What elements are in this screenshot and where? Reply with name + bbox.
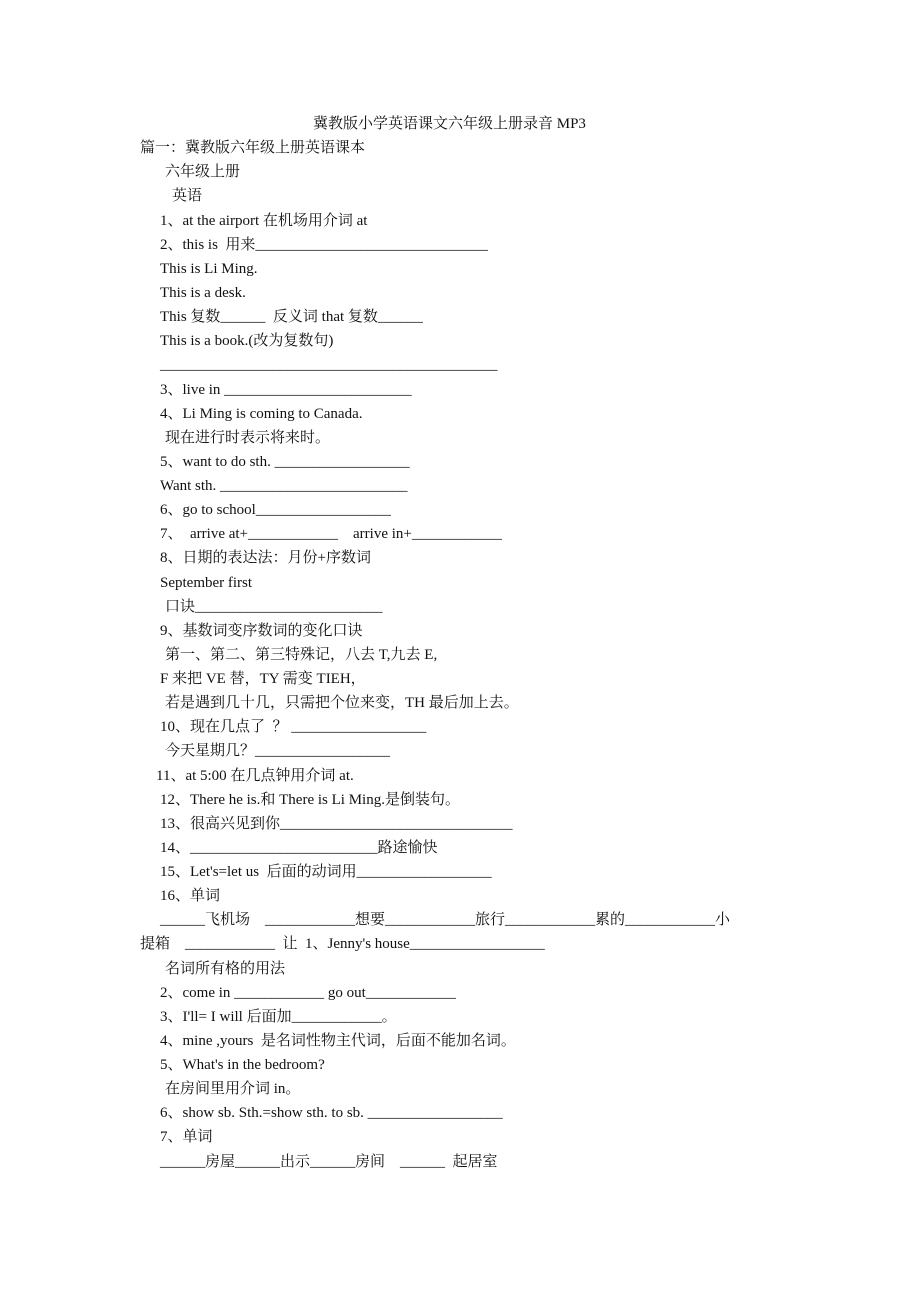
text-line: 口诀_________________________ (165, 599, 383, 615)
text-line: 7、单词 (160, 1129, 213, 1145)
text-line: 4、mine ,yours 是名词性物主代词，后面不能加名词。 (160, 1033, 516, 1049)
text-line: September first (160, 575, 253, 591)
text-line: 2、come in ____________ go out____________ (160, 985, 456, 1001)
text-line: 六年级上册 (165, 164, 241, 180)
text-line: This 复数______ 反义词 that 复数______ (160, 309, 423, 325)
text-line: 篇一：冀教版六年级上册英语课本 (140, 140, 366, 156)
text-line: 12、There he is.和 There is Li Ming.是倒装句。 (160, 792, 460, 808)
text-line: ______飞机场 ____________想要____________旅行____________累的____________小 (160, 912, 731, 928)
text-line: 5、want to do sth. __________________ (160, 454, 410, 470)
text-line: 第一、第二、第三特殊记，八去 T,九去 E, (165, 647, 438, 663)
text-line: 5、What's in the bedroom? (160, 1057, 325, 1073)
text-line: 15、Let's=let us 后面的动词用__________________ (160, 864, 492, 880)
text-line: 14、_________________________路途愉快 (160, 840, 438, 856)
text-line: 英语 (172, 188, 203, 204)
text-line: Want sth. _________________________ (160, 478, 408, 494)
text-line: 若是遇到几十几，只需把个位来变，TH 最后加上去。 (165, 695, 519, 711)
answer-blank-line: _____________________________________________ (160, 357, 498, 373)
text-line: 16、单词 (160, 888, 221, 904)
text-line: 现在进行时表示将来时。 (165, 430, 331, 446)
text-line: 8、日期的表达法：月份+序数词 (160, 550, 371, 566)
text-line: This is a book.(改为复数句) (160, 333, 334, 349)
text-line: 今天星期几？__________________ (165, 743, 391, 759)
text-line: F 来把 VE 替，TY 需变 TIEH， (160, 671, 366, 687)
text-line: 4、Li Ming is coming to Canada. (160, 406, 363, 422)
text-line: This is a desk. (160, 285, 246, 301)
text-line: 3、live in _________________________ (160, 382, 412, 398)
text-line: 10、现在几点了 ？ __________________ (160, 719, 427, 735)
text-line: 3、I'll= I will 后面加____________。 (160, 1009, 397, 1025)
text-line: 名词所有格的用法 (165, 961, 286, 977)
text-line: 提箱 ____________ 让 1、Jenny's house__________________ (140, 936, 545, 952)
text-line: 在房间里用介词 in。 (165, 1081, 301, 1097)
text-line: 13、很高兴见到你_______________________________ (160, 816, 513, 832)
text-line: ______房屋______出示______房间 ______ 起居室 (160, 1154, 498, 1170)
text-line: 9、基数词变序数词的变化口诀 (160, 623, 363, 639)
text-line: 6、show sb. Sth.=show sth. to sb. __________________ (160, 1105, 503, 1121)
document-title: 冀教版小学英语课文六年级上册录音 MP3 (313, 116, 586, 132)
text-line: 11、at 5:00 在几点钟用介词 at. (156, 768, 354, 784)
text-line: 1、at the airport 在机场用介词 at (160, 213, 368, 229)
text-line: 7、 arrive at+____________ arrive in+____________ (160, 526, 502, 542)
text-line: This is Li Ming. (160, 261, 258, 277)
text-line: 2、this is 用来_______________________________ (160, 237, 488, 253)
text-line: 6、go to school__________________ (160, 502, 391, 518)
